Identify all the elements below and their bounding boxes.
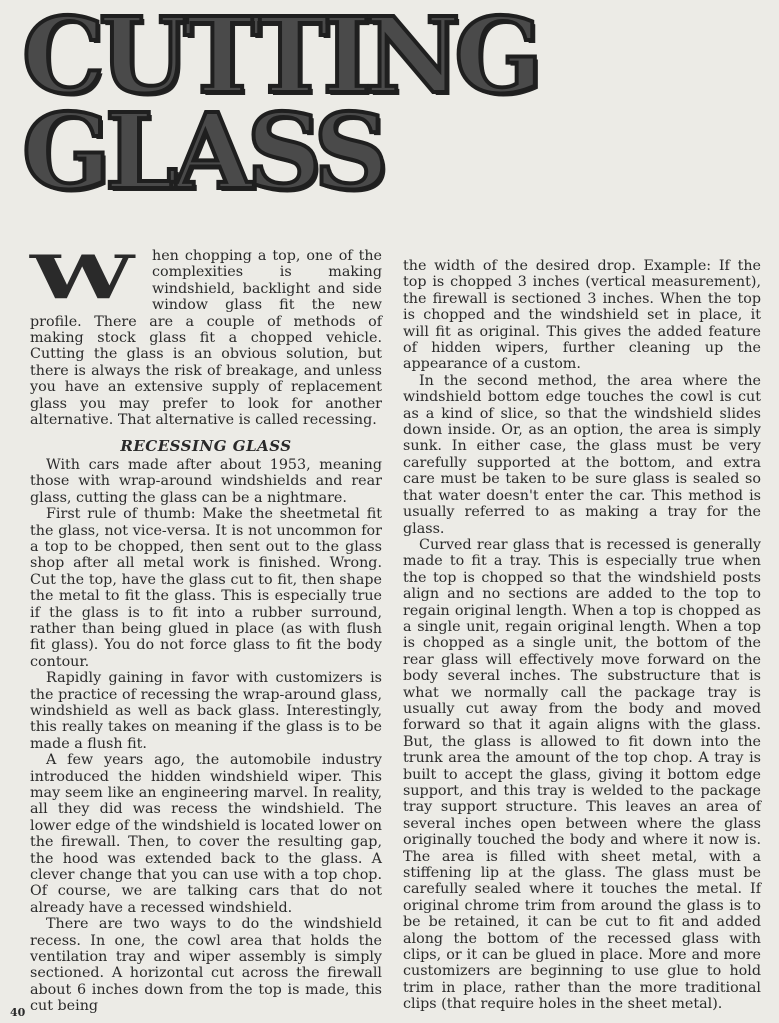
page-number: 40 xyxy=(10,1006,26,1019)
right-paragraph-3: Curved rear glass that is recessed is generally made to fit a tray. This is especially true when the top is chopped so that the windshield posts align and no sections are added to the top to regain original length. When a top is chopped as a single unit, regain original length. When a top is chopped as a single unit, the bottom of the rear glass will effectively move forward on the body several inches. The substructure that is what we normally call the package tray is usually cut away from the body and moved forward so that it again aligns with the glass. But, the glass is allowed to fit down into the trunk area the amount of the top chop. A tray is built to accept the glass, giving it bottom edge support, and this tray is welded to the package tray support structure. This leaves an area of several inches open between where the glass originally touched the body and where it now is. The area is filled with sheet metal, with a stiffening lip at the glass. The glass must be carefully sealed where it touches the metal. If original chrome trim from around the glass is to be be retained, it can be cut to fit and added along the bottom of the recessed glass with clips, or it can be glued in place. More and more customizers are beginning to use glue to hold trim in place, rather than the more traditional clips (that require holes in the sheet metal). xyxy=(403,536,761,1013)
left-paragraph-4: A few years ago, the automobile industry introduced the hidden windshield wiper. This may seem like an engineering marvel. In reality, all they did was recess the windshield. The lower edge of the windshield is located lower on the firewall. Then, to cover the resulting gap, the hood was extended back to the glass. A clever change that you can use with a top chop. Of course, we are talking cars that do not already have a recessed windshield. xyxy=(30,752,382,916)
intro-text: hen chopping a top, one of the complexities is making windshield, backlight and side window glass fit the new profile. There are a couple of methods of making stock glass fit a chopped vehicle. Cutting the glass is an obvious solution, but there is always the risk of breakage, and unless you have an extensive supply of replacement glass you may prefer to look for another alternative. That alternative is called recessing. xyxy=(30,248,382,429)
title-line-2: GLASS xyxy=(22,90,383,213)
right-paragraph-1: the width of the desired drop. Example: If the top is chopped 3 inches (vertical measurement), the firewall is sectioned 3 inches. When the top is chopped and the windshield set in place, it will fit as original. This gives the added feature of hidden wipers, further cleaning up the appearance of a custom. xyxy=(403,258,761,373)
drop-cap: W xyxy=(30,243,135,313)
intro-paragraph xyxy=(30,243,382,429)
left-paragraph-2: First rule of thumb: Make the sheetmetal fit the glass, not vice-versa. It is not uncommon for a top to be chopped, then sent out to the glass shop after all metal work is finished. Wrong. Cut the top, have the glass cut to fit, then shape the metal to fit the glass. This is especially true if the glass is to fit into a rubber surround, rather than being glued in place (as with flush fit glass). You do not force glass to fit the body contour. xyxy=(30,506,382,670)
left-column xyxy=(30,243,382,1015)
left-paragraph-1: With cars made after about 1953, meaning those with wrap-around windshields and rear glass, cutting the glass can be a nightmare. xyxy=(30,456,382,506)
right-paragraph-2: In the second method, the area where the windshield bottom edge touches the cowl is cut as a kind of slice, so that the windshield slides down inside. Or, as an option, the area is simply sunk. In either case, the glass must be very carefully supported at the bottom, and extra care must be taken to be sure glass is sealed so that water doesn't enter the car. This method is usually referred to as making a tray for the glass. xyxy=(403,372,761,537)
right-column xyxy=(403,258,761,1013)
left-paragraph-3: Rapidly gaining in favor with customizers is the practice of recessing the wrap-around glass, windshield as well as back glass. Interestingly, this really takes on meaning if the glass is to be made a flush fit. xyxy=(30,670,382,752)
title-line-1: CUTTING xyxy=(22,0,538,117)
section-subhead: RECESSING GLASS xyxy=(120,437,292,456)
left-paragraph-5: There are two ways to do the windshield recess. In one, the cowl area that holds the ventilation tray and wiper assembly is simply sectioned. A horizontal cut across the firewall about 6 inches down from the top is made, this cut being xyxy=(30,916,382,1015)
article-title xyxy=(22,0,538,213)
